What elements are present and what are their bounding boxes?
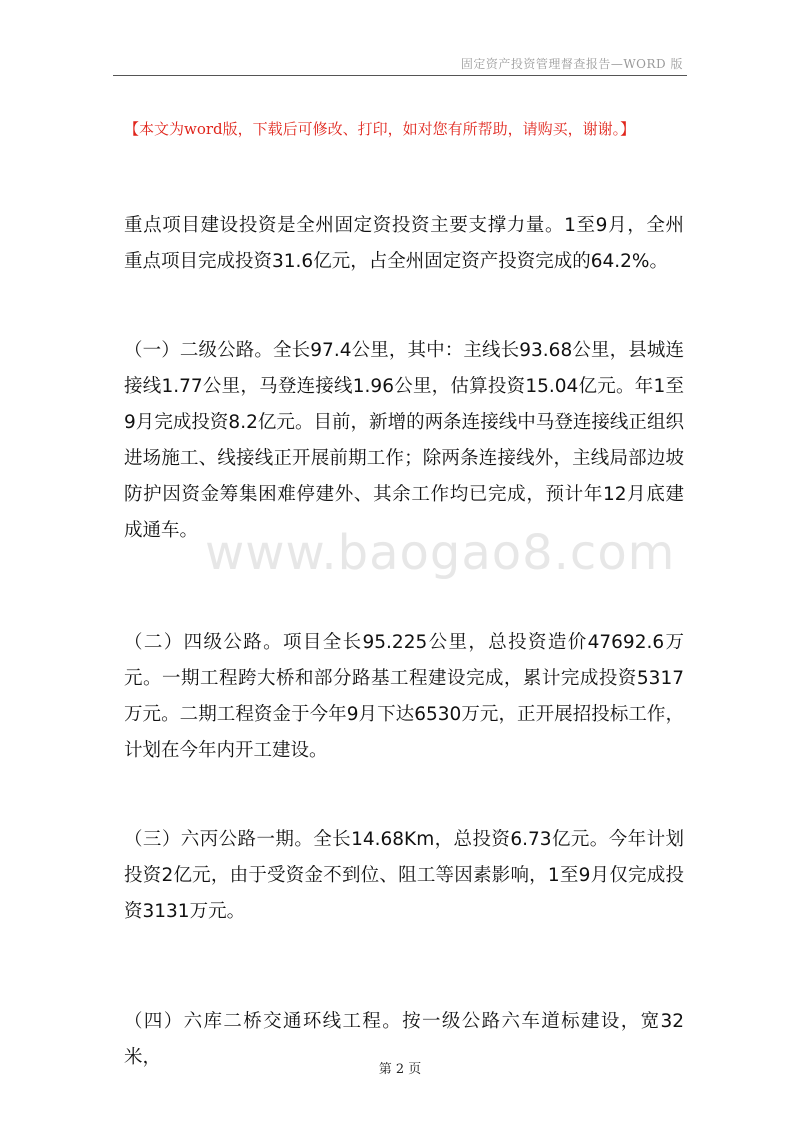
paragraph-section-4: （四）六库二桥交通环线工程。按一级公路六车道标建设，宽32米，: [124, 1011, 684, 1068]
watermark: www.baogao8.com: [205, 525, 676, 581]
header-divider: [113, 75, 687, 76]
paragraph-section-3: （三）六丙公路一期。全长14.68Km，总投资6.73亿元。今年计划投资2亿元，由于受资金不到位、阻工等因素影响，1至9月仅完成投资3131万元。: [124, 829, 684, 922]
paragraph-intro: 重点项目建设投资是全州固定资投资主要支撑力量。1至9月，全州重点项目完成投资31.6亿元，占全州固定资产投资完成的64.2%。: [124, 215, 684, 272]
purchase-notice: 【本文为word版，下载后可修改、打印，如对您有所帮助，请购买，谢谢。】: [124, 120, 636, 138]
page-number: 第 2 页: [378, 1062, 422, 1077]
paragraph-section-1: （一）二级公路。全长97.4公里，其中：主线长93.68公里，县城连接线1.77公里，马登连接线1.96公里，估算投资15.04亿元。年1至9月完成投资8.2亿元。目前，新增的两条连接线中马登连接线正组织进场施工、线接线正开展前期工作；除两条连接线外，主线局部边坡防护因资金筹集困难停建外、其余工作均已完成，预计年12月底建成通车。: [124, 340, 684, 541]
header-title: 固定资产投资管理督查报告—WORD 版: [460, 57, 683, 71]
paragraph-section-2: （二）四级公路。项目全长95.225公里，总投资造价47692.6万元。一期工程跨大桥和部分路基工程建设完成，累计完成投资5317万元。二期工程资金于今年9月下达6530万元，正开展招投标工作，计划在今年内开工建设。: [124, 632, 684, 761]
